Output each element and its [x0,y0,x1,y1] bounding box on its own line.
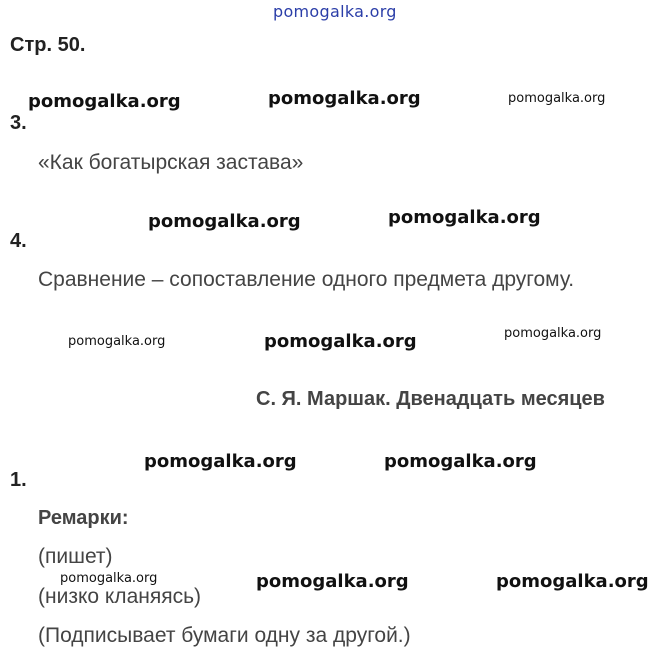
task-4-answer: Сравнение – сопоставление одного предмета другому. [38,268,575,291]
task-1-line: (пишет) [38,545,113,568]
watermark: pomogalka.org [388,207,541,228]
watermark: pomogalka.org [144,451,297,472]
watermark: pomogalka.org [68,334,166,349]
watermark: pomogalka.org [60,571,158,586]
watermark: pomogalka.org [268,88,421,109]
watermark: pomogalka.org [28,91,181,112]
top-watermark: pomogalka.org [273,2,397,21]
section-title: С. Я. Маршак. Двенадцать месяцев [256,388,605,410]
task-4-number: 4. [10,230,27,252]
task-1-line: (Подписывает бумаги одну за другой.) [38,624,411,647]
watermark: pomogalka.org [384,451,537,472]
task-1-line: (низко кланяясь) [38,585,202,608]
task-3-answer: «Как богатырская застава» [38,151,304,174]
page-label: Стр. 50. [10,34,86,56]
task-1-number: 1. [10,469,27,491]
watermark: pomogalka.org [504,326,602,341]
watermark: pomogalka.org [496,571,649,592]
watermark: pomogalka.org [264,331,417,352]
watermark: pomogalka.org [148,211,301,232]
watermark: pomogalka.org [256,571,409,592]
task-1-subheading: Ремарки: [38,507,129,529]
task-3-number: 3. [10,112,27,134]
watermark: pomogalka.org [508,91,606,106]
